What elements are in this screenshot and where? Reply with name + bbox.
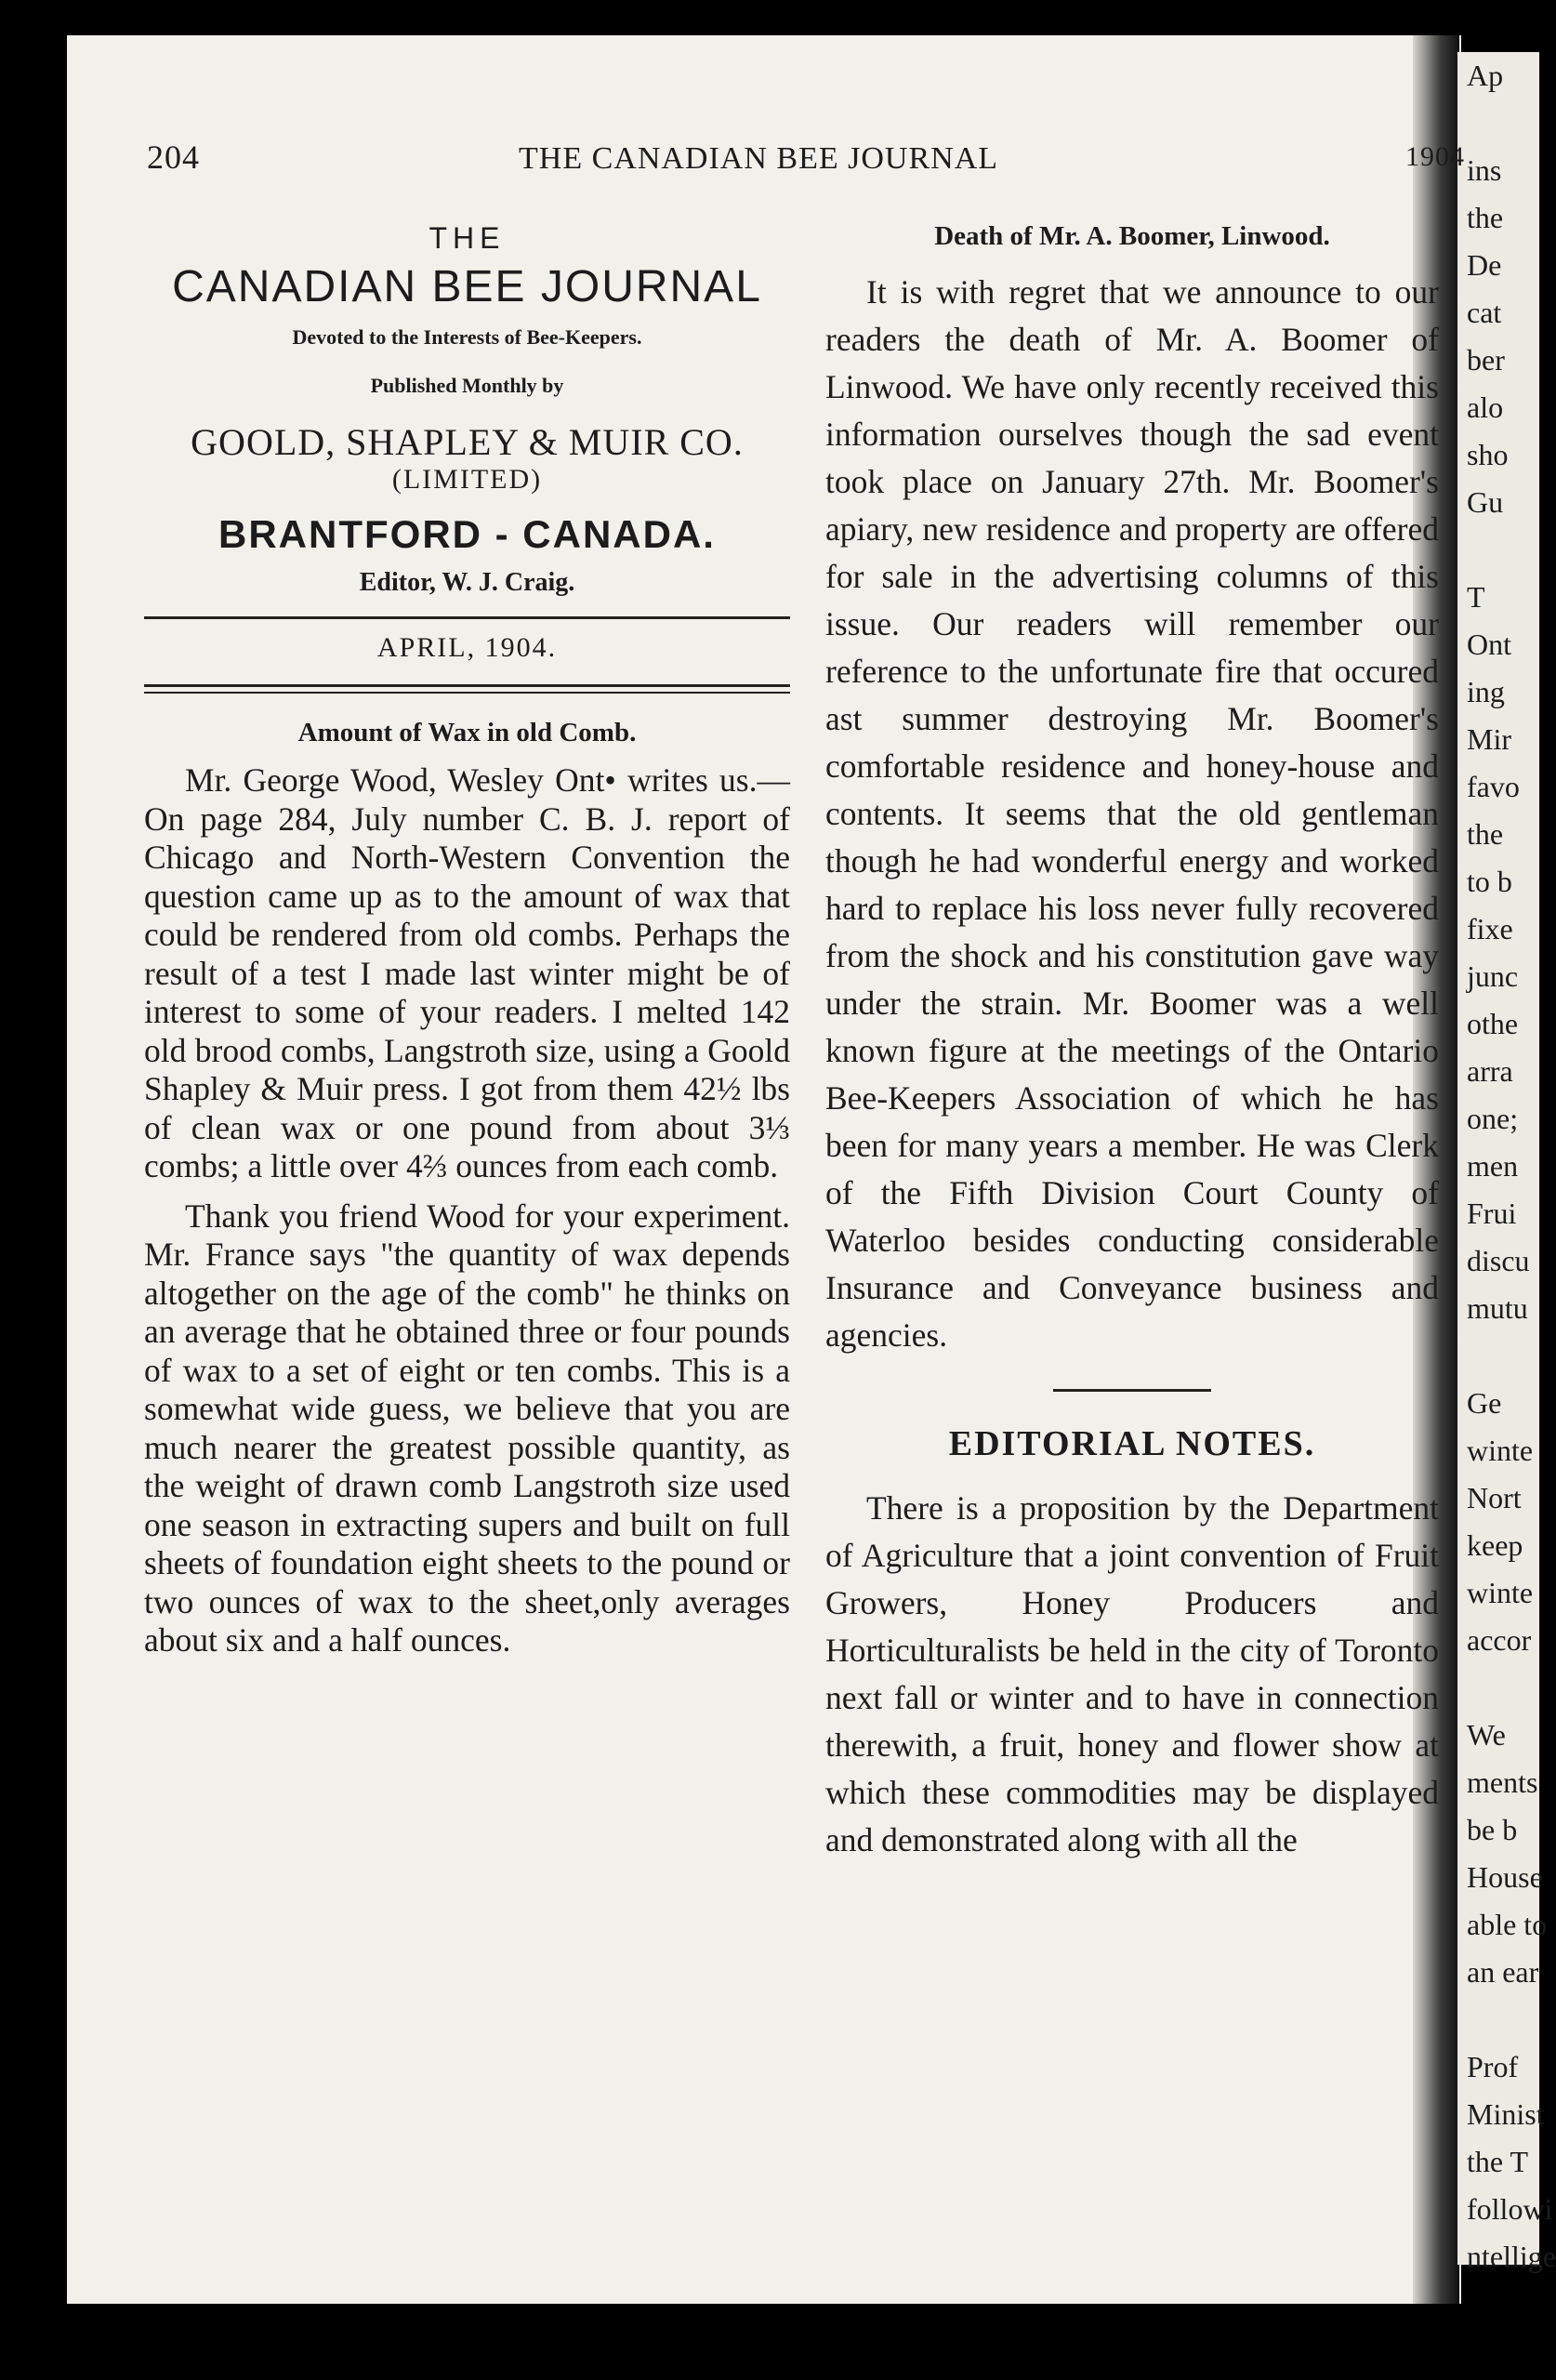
section-divider (1053, 1389, 1211, 1392)
adjacent-page-line: cat (1467, 296, 1502, 329)
masthead-published: Published Monthly by (370, 374, 564, 397)
running-title: THE CANADIAN BEE JOURNAL (519, 141, 999, 176)
adjacent-page-line: winte (1467, 1576, 1534, 1609)
adjacent-page-line: Ont (1467, 628, 1511, 661)
adjacent-page-line (1467, 1996, 1539, 2043)
left-column (144, 221, 790, 1660)
adjacent-page-text (1457, 52, 1556, 2281)
adjacent-page-line: othe (1467, 1007, 1519, 1040)
adjacent-page-line: an ear (1467, 1955, 1539, 1989)
adjacent-page-line: followi (1467, 2192, 1553, 2226)
adjacent-page-line: Minist (1467, 2097, 1545, 2131)
adjacent-page-line: ber (1467, 343, 1505, 377)
adjacent-page-line: fixe (1467, 912, 1513, 945)
article-wax-paragraph-2: Thank you friend Wood for your experiment. Mr. France says "the quantity of wax depends altogether on the age of the comb" he thinks on an average that he obtained three or four pounds of wax to a set of eight or ten combs. This is a somewhat wide guess, we believe that you are much nearer the greatest possible quantity, as the weight of drawn comb Langstroth size used one season in extracting supers and built on full sheets of foundation eight sheets to the pound or two ounces of wax to the sheet,only averages about six and a half ounces. (144, 1197, 790, 1659)
adjacent-page-line: the (1467, 201, 1504, 234)
double-divider (144, 684, 790, 694)
adjacent-page-line: arra (1467, 1054, 1513, 1088)
adjacent-page-line: Ap (1467, 59, 1504, 92)
divider (144, 616, 790, 619)
adjacent-page-line: De (1467, 248, 1502, 282)
adjacent-page-line: ntellige (1467, 2240, 1556, 2273)
adjacent-page-line: favo (1467, 770, 1520, 803)
adjacent-page-line: men (1467, 1149, 1519, 1183)
adjacent-page-line: ins (1467, 153, 1502, 187)
adjacent-page-line: T (1467, 580, 1485, 614)
adjacent-page-line: discu (1467, 1244, 1530, 1277)
adjacent-page-line: accor (1467, 1623, 1532, 1657)
masthead-company: GOOLD, SHAPLEY & MUIR CO. (191, 421, 744, 463)
adjacent-page-line: keep (1467, 1528, 1523, 1562)
article-title-wax: Amount of Wax in old Comb. (297, 718, 637, 747)
masthead-limited: (LIMITED) (391, 464, 543, 495)
adjacent-page-line: the T (1467, 2145, 1529, 2178)
adjacent-page-line: ing (1467, 675, 1505, 708)
adjacent-page-line: be b (1467, 1813, 1518, 1846)
adjacent-page-line: alo (1467, 390, 1504, 424)
adjacent-page-line: junc (1467, 959, 1519, 993)
masthead (144, 221, 790, 598)
adjacent-page-line: ments (1467, 1765, 1538, 1799)
adjacent-page-line: Gu (1467, 485, 1504, 519)
adjacent-page-line: winte (1467, 1434, 1534, 1467)
adjacent-page-line: Ge (1467, 1386, 1502, 1420)
editorial-paragraph: There is a proposition by the Department of Agriculture that a joint convention of Fruit Growers, Honey Producers and Horticulturalists be held in the city of Toronto next fall or winter and to have in connection therewith, a fruit, honey and flower show at which these commodities may be displayed and demonstrated along with all the (825, 1489, 1439, 1858)
adjacent-page-line: We (1467, 1718, 1506, 1752)
adjacent-page-line: House (1467, 1860, 1543, 1894)
masthead-city: BRANTFORD - CANADA. (218, 512, 716, 556)
adjacent-page-line (1467, 1332, 1539, 1380)
issue-date: APRIL, 1904. (376, 632, 558, 663)
adjacent-page-line (1467, 1664, 1539, 1712)
running-header (147, 138, 1465, 184)
article-wax-paragraph-1: Mr. George Wood, Wesley Ont• writes us.—On page 284, July number C. B. J. report of Chicago and North-Western Convention the question came up as to the amount of wax that could be rendered from old combs. Perhaps the result of a test I made last winter might be of interest to some of your readers. I melted 142 old brood combs, Langstroth size, using a Goold Shapley & Muir press. I got from them 42½ lbs of clean wax or one pound from about 3⅓ combs; a little over 4⅔ ounces from each comb. (144, 761, 790, 1184)
masthead-tagline: Devoted to the Interests of Bee-Keepers. (292, 325, 642, 349)
article-death-paragraph: It is with regret that we announce to our readers the death of Mr. A. Boomer of Linwood. We have only recently received this information ourselves though the sad event took place on January 27th. Mr. Boomer's apiary, new residence and property are offered for sale in the advertising columns of this issue. Our readers will remember our reference to the unfortunate fire that occured ast summer destroying Mr. Boomer's comfortable residence and honey-house and contents. It seems that the old gentleman though he had wonderful energy and worked hard to replace his loss never fully recovered from the shock and his constitution gave way under the strain. Mr. Boomer was a well known figure at the meetings of the Ontario Bee-Keepers Association of which he has been for many years a member. He was Clerk of the Fifth Division Court County of Waterloo besides conducting considerable Insurance and Conveyance business and agencies. (825, 273, 1439, 1354)
adjacent-page-line: mutu (1467, 1291, 1528, 1325)
adjacent-page-line: Nort (1467, 1481, 1522, 1514)
header-year: 1904 (1405, 141, 1465, 172)
adjacent-page-line: to b (1467, 865, 1512, 898)
adjacent-page-line: Frui (1467, 1197, 1517, 1230)
page-number: 204 (147, 139, 200, 176)
adjacent-page-line (1467, 526, 1539, 574)
adjacent-page-line: the (1467, 817, 1504, 851)
masthead-title: CANADIAN BEE JOURNAL (172, 262, 762, 311)
masthead-editor: Editor, W. J. Craig. (359, 568, 575, 597)
adjacent-page-line: Mir (1467, 722, 1511, 756)
adjacent-page-line (1467, 99, 1539, 147)
article-title-death: Death of Mr. A. Boomer, Linwood. (934, 221, 1330, 251)
masthead-the: THE (429, 221, 506, 255)
adjacent-page-line: Prof (1467, 2050, 1519, 2083)
adjacent-page-line: sho (1467, 438, 1509, 471)
adjacent-page-line: able to (1467, 1908, 1548, 1941)
editorial-heading: EDITORIAL NOTES. (948, 1424, 1316, 1463)
adjacent-page-line: one; (1467, 1102, 1519, 1135)
adjacent-page-edge (1457, 52, 1556, 2273)
right-column (825, 221, 1439, 1864)
